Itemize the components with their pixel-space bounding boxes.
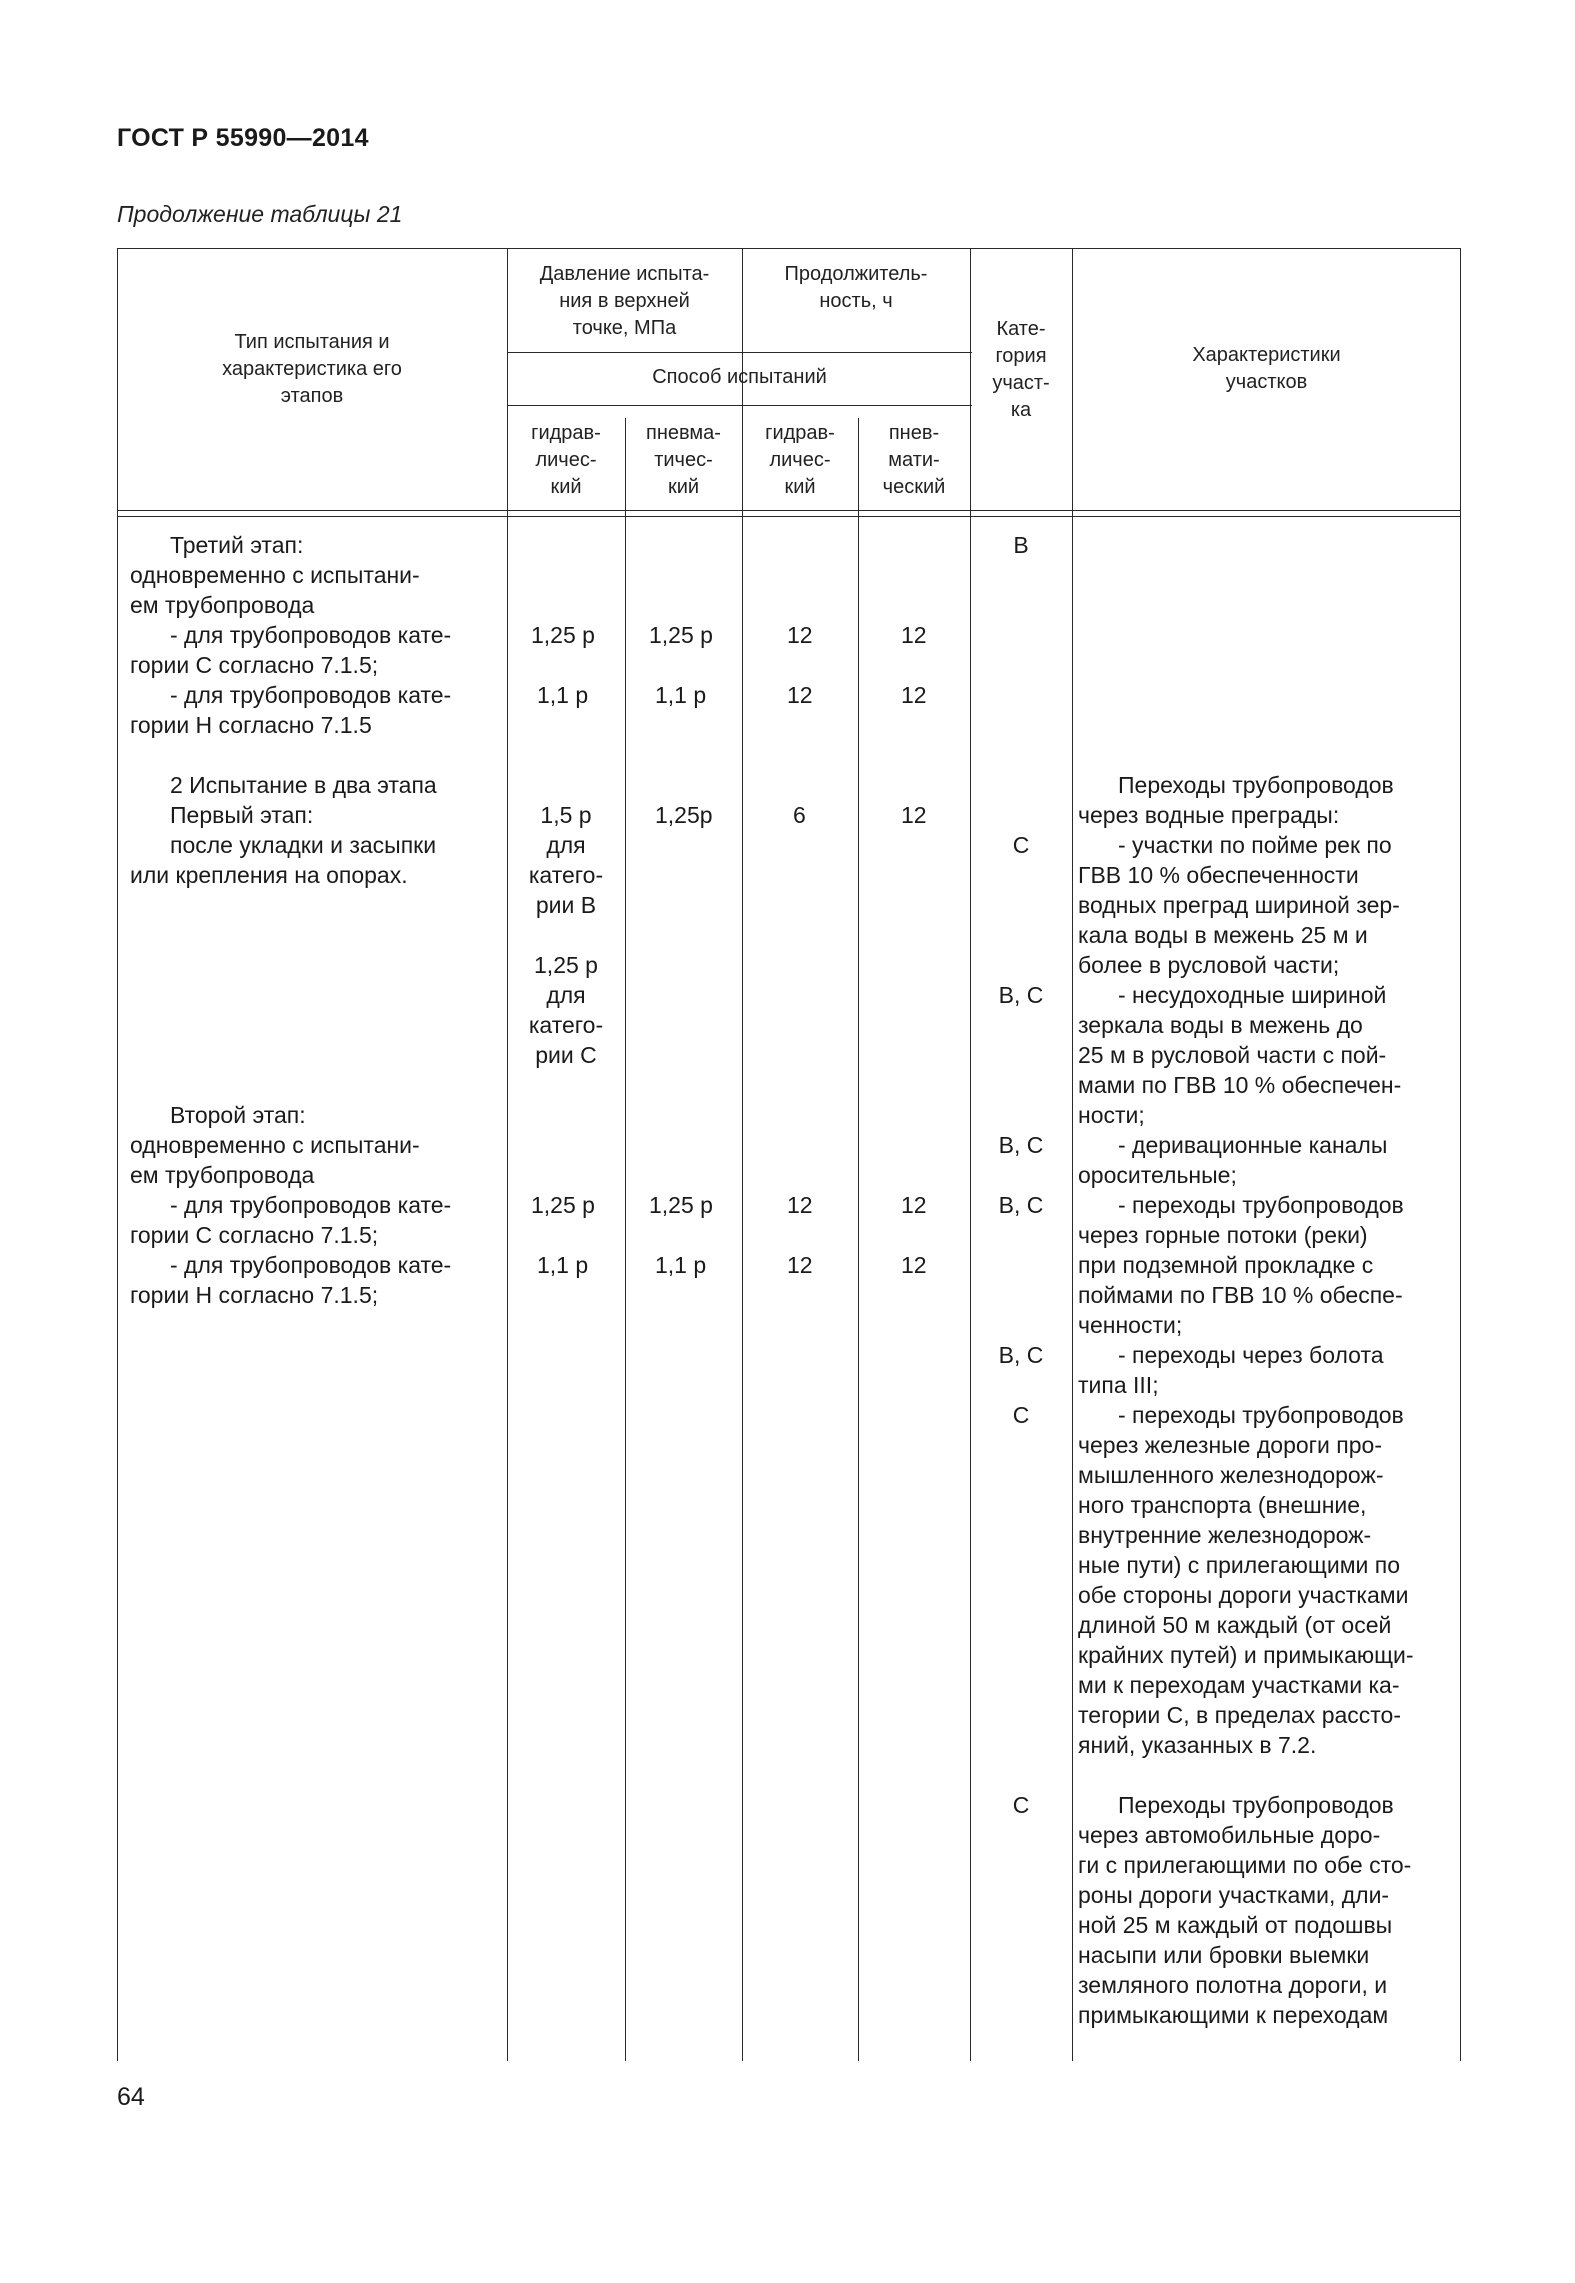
text-line: 2 Испытание в два этапа (170, 772, 437, 798)
category-value: С (1012, 1402, 1030, 1428)
table (117, 248, 1461, 2061)
pneumatic-pressure-value: 1,1 р (655, 1252, 707, 1278)
text-line: - участки по пойме рек по (1118, 832, 1392, 858)
value-line: рии С (535, 1042, 597, 1068)
text-line: тегории С, в пределах рассто- (1078, 1702, 1402, 1728)
text-line: ГВВ 10 % обеспеченности (1078, 862, 1359, 888)
header-category: Кате- гория участ- ка (992, 318, 1050, 421)
hydraulic-duration-value: 12 (787, 1252, 813, 1278)
pneumatic-duration-value: 12 (901, 802, 927, 828)
text-line: - для трубопроводов кате- (170, 1192, 452, 1218)
col-divider (742, 248, 743, 2061)
category-value: С (1012, 1792, 1030, 1818)
pneumatic-duration-value: 12 (901, 1192, 927, 1218)
text-line: зеркала воды в межень до (1078, 1012, 1363, 1038)
category-value: В, С (998, 1132, 1044, 1158)
value-line: катего- (528, 1012, 604, 1038)
col-divider (507, 248, 508, 2061)
header-duration: Продолжитель- ность, ч (784, 263, 928, 312)
value-line: для (546, 982, 586, 1008)
value-line: катего- (528, 862, 604, 888)
text-line: Третий этап: (170, 532, 304, 558)
text-line: гории С согласно 7.1.5; (130, 652, 379, 678)
pneumatic-pressure-value: 1,25 р (649, 1192, 713, 1218)
hydraulic-duration-value: 6 (793, 802, 806, 828)
text-line: ем трубопровода (130, 592, 315, 618)
pneumatic-duration-value: 12 (901, 1252, 927, 1278)
hydraulic-pressure-value: 1,1 р (537, 682, 589, 708)
text-line: через железные дороги про- (1078, 1432, 1382, 1458)
hydraulic-duration-value: 12 (787, 682, 813, 708)
text-line: после укладки и засыпки (170, 832, 437, 858)
pneumatic-pressure-value: 1,1 р (655, 682, 707, 708)
hydraulic-pressure-value (507, 950, 625, 1070)
value-line: рии В (535, 892, 597, 918)
text-line: при подземной прокладке с (1078, 1252, 1374, 1278)
text-line: через автомобильные доро- (1078, 1822, 1381, 1848)
header-pressure: Давление испыта- ния в верхней точке, МПа (539, 263, 710, 339)
text-line: ми к переходам участками ка- (1078, 1672, 1400, 1698)
text-line: или крепления на опорах. (130, 862, 408, 888)
text-line: яний, указанных в 7.2. (1078, 1732, 1317, 1758)
row-divider (507, 405, 972, 406)
text-line: ем трубопровода (130, 1162, 315, 1188)
header-hydraulic-pressure: гидрав- личес- кий (531, 422, 601, 498)
table-caption: Продолжение таблицы 21 (117, 201, 403, 227)
hydraulic-duration-value: 12 (787, 1192, 813, 1218)
col-divider (858, 418, 859, 2061)
text-line: через водные преграды: (1078, 802, 1340, 828)
text-line: через горные потоки (реки) (1078, 1222, 1368, 1248)
text-line: - для трубопроводов кате- (170, 622, 452, 648)
text-line: - для трубопроводов кате- (170, 682, 452, 708)
text-line: - несудоходные шириной (1118, 982, 1387, 1008)
header-type-of-test: Тип испытания и характеристика его этапов (222, 331, 402, 407)
hydraulic-pressure-value (507, 800, 625, 920)
text-line: насыпи или бровки выемки (1078, 1942, 1370, 1968)
text-line: гории С согласно 7.1.5; (130, 1222, 379, 1248)
col-divider (1072, 248, 1073, 2061)
text-line: ного транспорта (внешние, (1078, 1492, 1367, 1518)
text-line: гории Н согласно 7.1.5; (130, 1282, 379, 1308)
col-divider (625, 418, 626, 2061)
row-divider (507, 352, 972, 353)
text-line: длиной 50 м каждый (от осей (1078, 1612, 1392, 1638)
text-line: типа III; (1078, 1372, 1159, 1398)
header-pneumatic-duration: пнев- мати- ческий (882, 422, 946, 498)
pneumatic-pressure-value: 1,25 р (649, 622, 713, 648)
header-hydraulic-duration: гидрав- личес- кий (765, 422, 835, 498)
hydraulic-duration-value: 12 (787, 622, 813, 648)
hydraulic-pressure-value: 1,1 р (537, 1252, 589, 1278)
text-line: крайних путей) и примыкающи- (1078, 1642, 1414, 1668)
hydraulic-pressure-value: 1,25 р (531, 1192, 595, 1218)
text-line: Переходы трубопроводов (1118, 772, 1394, 798)
test-type-block-1 (130, 530, 486, 740)
text-line: ной 25 м каждый от подошвы (1078, 1912, 1393, 1938)
category-value: С (1012, 832, 1030, 858)
category-value: В, С (998, 1192, 1044, 1218)
header-bottom-line (117, 510, 1461, 511)
text-line: ности; (1078, 1102, 1145, 1128)
text-line: ги с прилегающими по обе сто- (1078, 1852, 1412, 1878)
test-type-block-3 (130, 1100, 486, 1310)
text-line: роны дороги участками, дли- (1078, 1882, 1390, 1908)
text-line: поймами по ГВВ 10 % обеспе- (1078, 1282, 1403, 1308)
text-line: обе стороны дороги участками (1078, 1582, 1409, 1608)
pneumatic-pressure-value: 1,25р (655, 802, 713, 828)
text-line: - деривационные каналы (1118, 1132, 1388, 1158)
characteristics-block-1 (1078, 770, 1447, 1760)
header-bottom-line (117, 516, 1461, 517)
document-title: ГОСТ Р 55990—2014 (117, 124, 369, 152)
text-line: водных преград шириной зер- (1078, 892, 1400, 918)
text-line: ченности; (1078, 1312, 1183, 1338)
header-pneumatic-pressure: пневма- тичес- кий (646, 422, 721, 498)
text-line: оросительные; (1078, 1162, 1237, 1188)
header-test-method: Способ испытаний (652, 366, 827, 388)
text-line: одновременно с испытани- (130, 562, 420, 588)
category-value: В (1013, 532, 1029, 558)
text-line: - переходы через болота (1118, 1342, 1384, 1368)
characteristics-block-2 (1078, 1790, 1447, 2030)
text-line: Переходы трубопроводов (1118, 1792, 1394, 1818)
pneumatic-duration-value: 12 (901, 682, 927, 708)
text-line: - переходы трубопроводов (1118, 1402, 1404, 1428)
text-line: одновременно с испытани- (130, 1132, 420, 1158)
text-line: кала воды в межень 25 м и (1078, 922, 1368, 948)
category-value: В, С (998, 1342, 1044, 1368)
text-line: внутренние железнодорож- (1078, 1522, 1372, 1548)
test-type-block-2 (130, 770, 486, 890)
text-line: мышленного железнодорож- (1078, 1462, 1384, 1488)
text-line: земляного полотна дороги, и (1078, 1972, 1388, 1998)
page-number: 64 (117, 2083, 145, 2111)
text-line: гории Н согласно 7.1.5 (130, 712, 372, 738)
value-line: для (546, 832, 586, 858)
text-line: более в русловой части; (1078, 952, 1340, 978)
header-characteristics: Характеристики участков (1192, 344, 1341, 393)
value-line: 1,5 р (540, 802, 592, 828)
text-line: Первый этап: (170, 802, 314, 828)
text-line: ные пути) с прилегающими по (1078, 1552, 1400, 1578)
text-line: - переходы трубопроводов (1118, 1192, 1404, 1218)
pneumatic-duration-value: 12 (901, 622, 927, 648)
text-line: примыкающими к переходам (1078, 2002, 1389, 2028)
text-line: мами по ГВВ 10 % обеспечен- (1078, 1072, 1402, 1098)
value-line: 1,25 р (534, 952, 598, 978)
hydraulic-pressure-value: 1,25 р (531, 622, 595, 648)
text-line: - для трубопроводов кате- (170, 1252, 452, 1278)
text-line: 25 м в русловой части с пой- (1078, 1042, 1387, 1068)
category-value: В, С (998, 982, 1044, 1008)
text-line: Второй этап: (170, 1102, 306, 1128)
